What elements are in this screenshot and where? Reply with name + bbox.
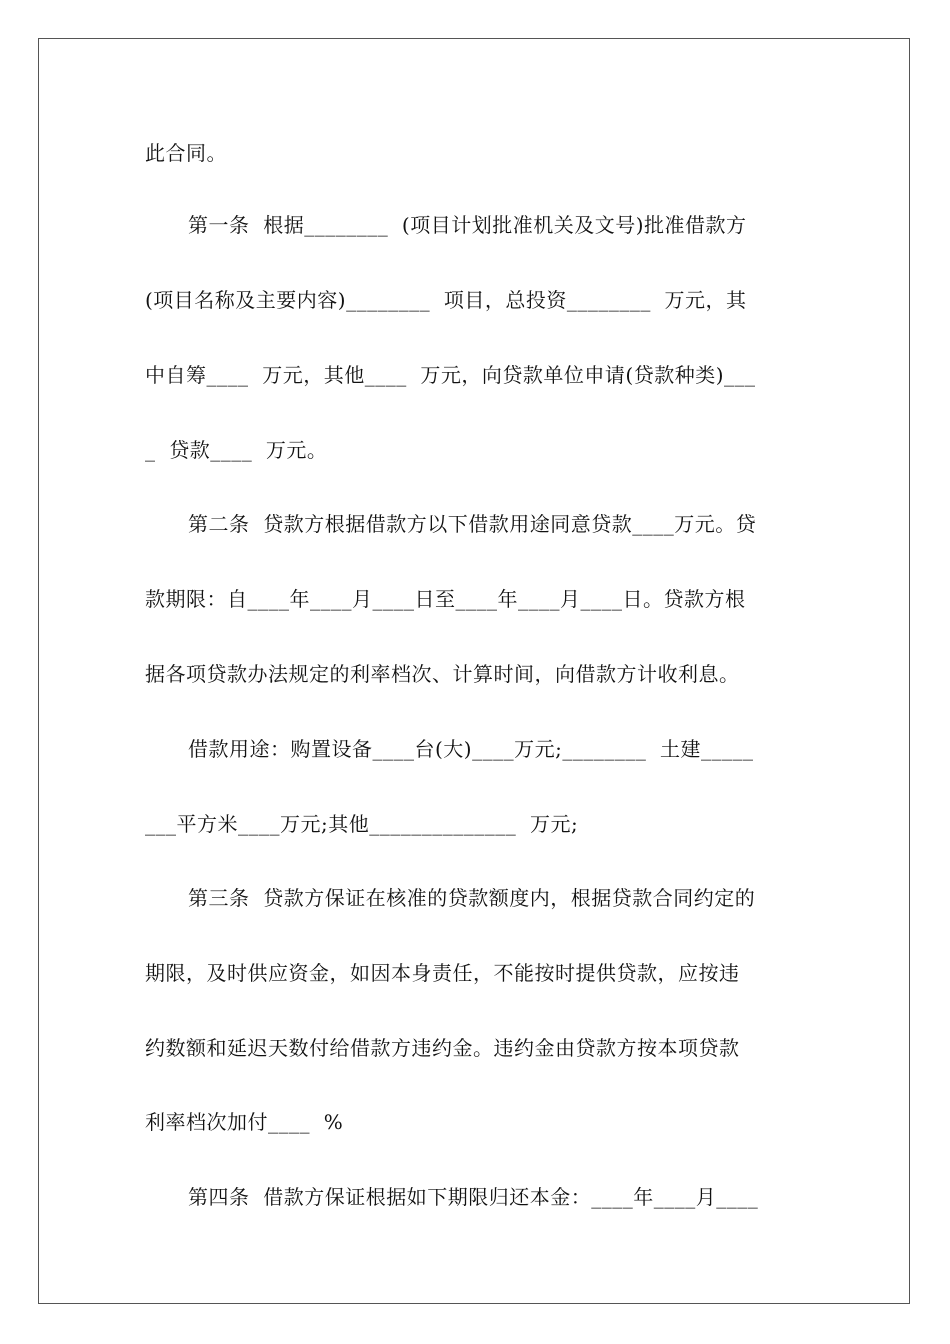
article-3-line-2: 期限，及时供应资金，如因本身责任，不能按时提供贷款，应按违 [145, 961, 740, 985]
article-1-line-2: (项目名称及主要内容)________ 项目，总投资________ 万元，其 [145, 288, 747, 312]
loan-purpose-line-2: ___平方米____万元;其他______________ 万元; [145, 812, 579, 836]
article-1-line-1: 第一条 根据________ (项目计划批准机关及文号)批准借款方 [188, 213, 747, 237]
article-1-line-3: 中自筹____ 万元，其他____ 万元，向贷款单位申请(贷款种类)___ [145, 363, 756, 387]
text-line-continuation: 此合同。 [145, 141, 227, 165]
article-2-line-1: 第二条 贷款方根据借款方以下借款用途同意贷款____万元。贷 [188, 512, 757, 536]
article-3-line-1: 第三条 贷款方保证在核准的贷款额度内，根据贷款合同约定的 [188, 886, 756, 910]
article-1-line-4: _ 贷款____ 万元。 [145, 438, 328, 462]
article-3-line-3: 约数额和延迟天数付给借款方违约金。违约金由贷款方按本项贷款 [145, 1036, 740, 1060]
article-2-line-3: 据各项贷款办法规定的利率档次、计算时间，向借款方计收利息。 [145, 662, 740, 686]
article-3-line-4: 利率档次加付____ % [145, 1110, 344, 1134]
article-4-line-1: 第四条 借款方保证根据如下期限归还本金：____年____月____ [188, 1185, 759, 1209]
loan-purpose-line-1: 借款用途：购置设备____台(大)____万元;________ 土建_____ [188, 737, 754, 761]
article-2-line-2: 款期限：自____年____月____日至____年____月____日。贷款方根 [145, 587, 746, 611]
